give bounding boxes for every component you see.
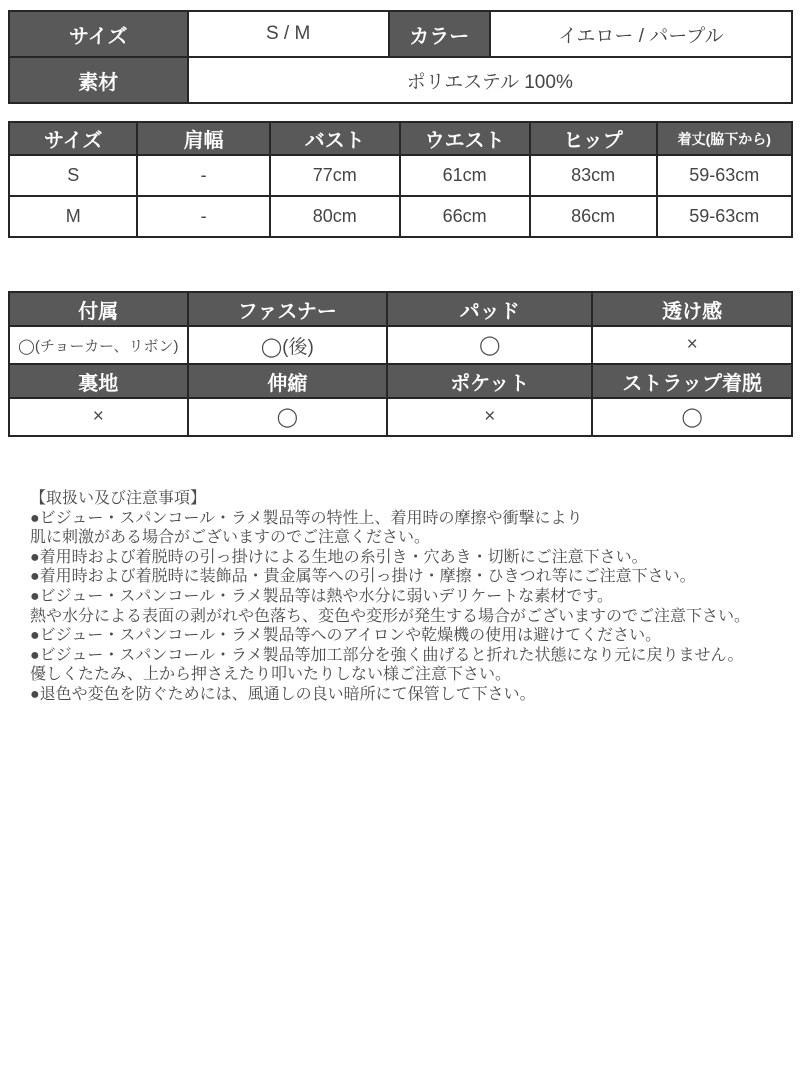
cell-stretch: ◯ (188, 398, 388, 436)
col-length: 着丈(脇下から) (657, 122, 793, 155)
table-row-size-s (9, 155, 792, 196)
size-value: S / M (188, 11, 389, 57)
size-label: サイズ (9, 11, 188, 57)
col-shoulder: 肩幅 (137, 122, 269, 155)
cell-size: M (9, 196, 137, 237)
cell-hip: 83cm (530, 155, 657, 196)
cell-pad: ◯ (387, 326, 592, 364)
features-value-row-1 (9, 326, 792, 364)
col-sheerness: 透け感 (592, 292, 792, 326)
cell-strap: ◯ (592, 398, 792, 436)
care-note-line: ●着用時および着脱時に装飾品・貴金属等への引っ掛け・摩擦・ひきつれ等にご注意下さい。 (30, 568, 696, 586)
cell-shoulder: - (137, 196, 269, 237)
product-spec-section (8, 0, 793, 705)
color-label: カラー (389, 11, 490, 57)
size-color-material-table (8, 10, 793, 104)
col-size: サイズ (9, 122, 137, 155)
cell-lining: × (9, 398, 188, 436)
measurements-header-row (9, 122, 792, 155)
cell-pocket: × (387, 398, 592, 436)
care-note-line: ●ビジュー・スパンコール・ラメ製品等の特性上、着用時の摩擦や衝撃により (30, 509, 583, 527)
features-table (8, 291, 793, 437)
cell-waist: 66cm (400, 196, 530, 237)
care-note-line: 熱や水分による表面の剥がれや色落ち、変色や変形が発生する場合がございますのでご注意下さい。 (30, 607, 751, 625)
cell-shoulder: - (137, 155, 269, 196)
cell-waist: 61cm (400, 155, 530, 196)
col-pocket: ポケット (387, 364, 592, 398)
col-lining: 裏地 (9, 364, 188, 398)
color-value: イエロー / パープル (490, 11, 792, 57)
cell-hip: 86cm (530, 196, 657, 237)
measurements-table (8, 121, 793, 238)
table-row-size-m (9, 196, 792, 237)
material-label: 素材 (9, 57, 188, 103)
care-note-line: ●着用時および着脱時の引っ掛けによる生地の糸引き・穴あき・切断にご注意下さい。 (30, 548, 648, 566)
care-note-line: ●ビジュー・スパンコール・ラメ製品等加工部分を強く曲げると折れた状態になり元に戻りません。 (30, 646, 744, 664)
cell-bust: 77cm (270, 155, 400, 196)
cell-length: 59-63cm (657, 196, 793, 237)
col-hip: ヒップ (530, 122, 657, 155)
col-stretch: 伸縮 (188, 364, 388, 398)
cell-bust: 80cm (270, 196, 400, 237)
cell-length: 59-63cm (657, 155, 793, 196)
material-value: ポリエステル 100% (188, 57, 792, 103)
features-header-row-2 (9, 364, 792, 398)
cell-zipper: ◯(後) (188, 326, 388, 364)
care-notes-title: 【取扱い及び注意事項】 (30, 490, 207, 507)
care-note-line: ●ビジュー・スパンコール・ラメ製品等は熱や水分に弱いデリケートな素材です。 (30, 587, 613, 605)
care-note-line: ●退色や変色を防ぐためには、風通しの良い暗所にて保管して下さい。 (30, 685, 536, 703)
col-accessories: 付属 (9, 292, 188, 326)
cell-accessories: ◯(チョーカー、リボン) (9, 326, 188, 364)
care-note-line: 優しくたたみ、上から押さえたり叩いたりしない様ご注意下さい。 (30, 666, 511, 684)
col-bust: バスト (270, 122, 400, 155)
cell-size: S (9, 155, 137, 196)
col-pad: パッド (387, 292, 592, 326)
features-value-row-2 (9, 398, 792, 436)
cell-sheerness: × (592, 326, 792, 364)
care-note-line: ●ビジュー・スパンコール・ラメ製品等へのアイロンや乾燥機の使用は避けてください。 (30, 627, 662, 645)
col-waist: ウエスト (400, 122, 530, 155)
care-note-line: 肌に刺激がある場合がございますのでご注意ください。 (30, 529, 431, 547)
features-header-row-1 (9, 292, 792, 326)
col-strap: ストラップ着脱 (592, 364, 792, 398)
col-zipper: ファスナー (188, 292, 388, 326)
care-notes (8, 489, 793, 705)
